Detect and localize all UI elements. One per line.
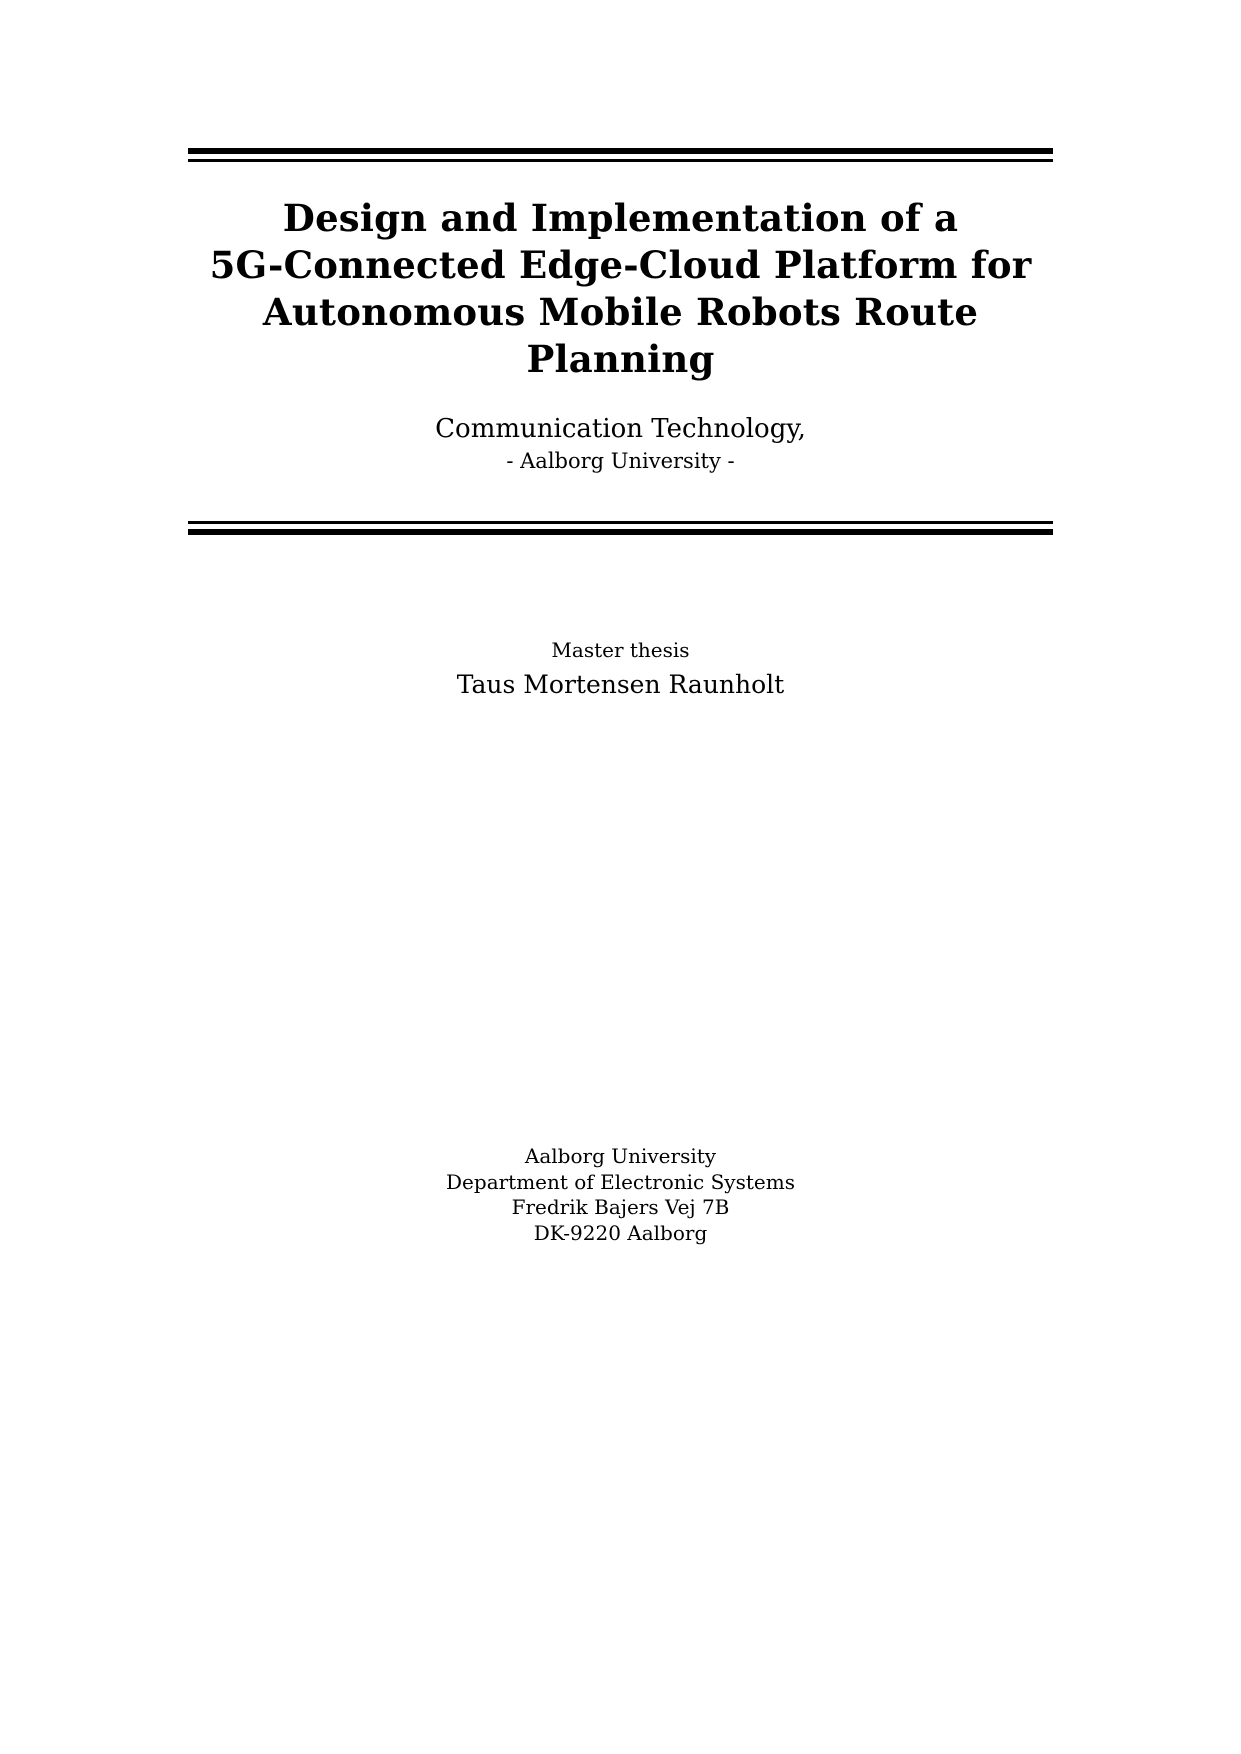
bottom-divider-rules: [188, 521, 1053, 535]
affiliation-department: Department of Electronic Systems: [446, 1169, 795, 1194]
affiliation-postal-city: DK-9220 Aalborg: [533, 1220, 708, 1245]
top-rule-thick: [188, 148, 1053, 162]
thesis-type-label: Master thesis: [551, 638, 690, 662]
top-divider-rules: [188, 148, 1053, 162]
page-title: [168, 195, 1073, 383]
university-name: - Aalborg University -: [506, 449, 735, 473]
title-line-4: Planning: [526, 337, 715, 381]
title-line-1: Design and Implementation of a: [282, 196, 959, 240]
affiliation-block: [168, 1144, 1073, 1246]
affiliation-university: Aalborg University: [524, 1144, 717, 1168]
author-block: [168, 636, 1073, 703]
programme-name: Communication Technology,: [435, 414, 806, 444]
title-line-2: 5G-Connected Edge-Cloud Platform for: [209, 243, 1032, 287]
programme-block: [168, 412, 1073, 476]
title-line-3: Autonomous Mobile Robots Route: [262, 290, 979, 334]
author-name: Taus Mortensen Raunholt: [456, 670, 785, 699]
affiliation-street: Fredrik Bajers Vej 7B: [511, 1195, 730, 1219]
bottom-rule-thick: [188, 521, 1053, 535]
